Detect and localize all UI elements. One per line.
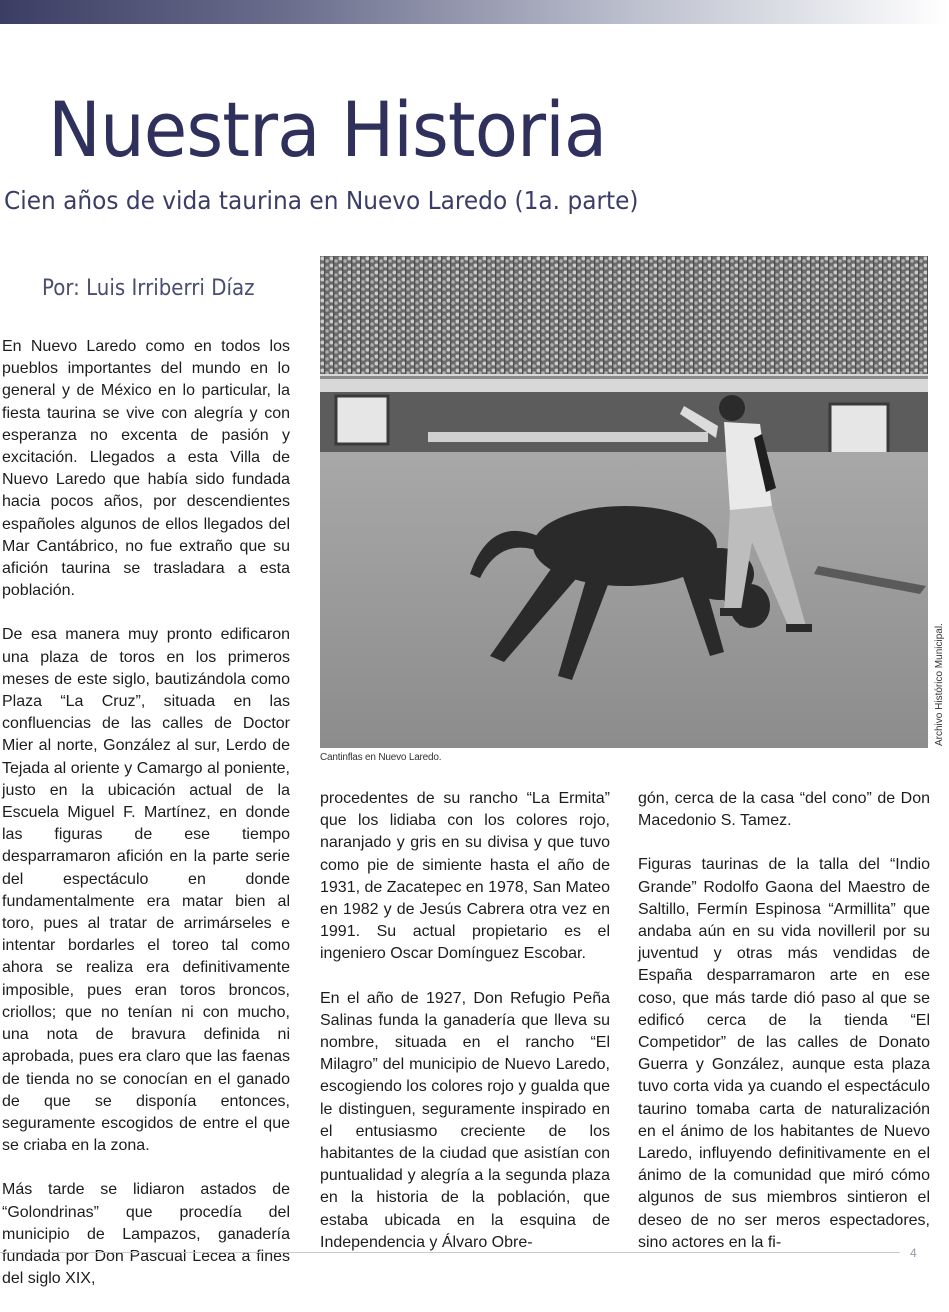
paragraph: En el año de 1927, Don Refugio Peña Salinas funda la ganadería que lleva su nombre, situada en el rancho “El Milagro” del municipio de Nuevo Laredo, escogiendo los colores rojo y gualda que le distinguen, seguramente inspirado en el entusiasmo creciente de los habitantes de la ciudad que asistían con puntualidad y alegría a la segunda plaza en la historia de la población, que estaba ubicada en la esquina de Independencia y Álvaro Obre-	[320, 989, 610, 1251]
page-number: 4	[910, 1246, 917, 1260]
article-column-middle	[320, 788, 610, 1276]
paragraph: Figuras taurinas de la talla del “Indio Grande” Rodolfo Gaona del Maestro de Saltillo, Fermín Espinosa “Armillita” que andaba aún en su vida novilleril por su juventud y otras más vendidas de España desparramaron arte en ese coso, que más tarde dió paso al que se edificó cerca de la tienda “El Competidor” de las calles de Donato Guerra y González, aunque esta plaza tuvo corta vida ya cuando el espectáculo taurino tomaba carta de naturalización en el ánimo de los habitantes de Nuevo Laredo, influyendo definitivamente en el ánimo de la comunidad que miró cómo algunos de sus miembros sintieron el deseo de no ser meros espectadores, sino actores en la fi-	[638, 856, 930, 1251]
header-gradient-bar	[0, 0, 949, 24]
photo-credit: Archivo Histórico Municipal.	[934, 623, 945, 746]
article-column-right	[638, 788, 930, 1276]
page-title: Nuestra Historia	[48, 85, 607, 174]
page-subtitle: Cien años de vida taurina en Nuevo Laredo (1a. parte)	[4, 186, 639, 215]
bullfight-photo	[320, 256, 928, 748]
paragraph: gón, cerca de la casa “del cono” de Don Macedonio S. Tamez.	[638, 790, 930, 830]
paragraph: procedentes de su rancho “La Ermita” que los lidiaba con los colores rojo, naranjado y gris en su divisa y que tuvo como pie de simiente hasta el año de 1931, de Zacatepec en 1978, San Mateo en 1982 y de Jesús Cabrera otra vez en 1991. Su actual propietario es el ingeniero Oscar Domínguez Escobar.	[320, 790, 610, 963]
paragraph: En Nuevo Laredo como en todos los pueblos importantes del mundo en lo general y de México en lo particular, la fiesta taurina se vive con alegría y con esperanza no excenta de pasión y excitación. Llegados a esta Villa de Nuevo Laredo que había sido fundada hacia pocos años, por descendientes españoles algunos de ellos llegados del Mar Cantábrico, no fue extraño que su afición taurina se trasladara a esta población.	[2, 338, 290, 600]
paragraph: De esa manera muy pronto edificaron una plaza de toros en los primeros meses de este siglo, bautizándola como Plaza “La Cruz”, situada en las confluencias de las calles de Doctor Mier al norte, González al sur, Lerdo de Tejada al oriente y Camargo al poniente, justo en la ubicación actual de la Escuela Miguel F. Martínez, en donde las figuras de ese tiempo desparramaron afición en la parte serie del espectáculo en donde fundamentalmente era matar bien al toro, pues al tratar de arrimárseles e intentar bordarles el toreo tal como ahora se realiza era definitivamente imposible, pues eran toros broncos, criollos; que no tenían ni con mucho, una nota de bravura definida ni aprobada, pues era claro que las faenas de tienda no se conocían en el ganado de que se disponía entonces, seguramente escogidos de entre el que se criaba en la zona.	[2, 626, 290, 1155]
paragraph: Más tarde se lidiaron astados de “Golondrinas” que procedía del municipio de Lampazos, ganadería fundada por Don Pascual Lecea a fines del siglo XIX,	[2, 1181, 290, 1288]
photo-caption: Cantinflas en Nuevo Laredo.	[320, 752, 442, 763]
article-column-left	[2, 336, 290, 1312]
author-byline: Por: Luis Irriberri Díaz	[42, 276, 255, 301]
footer-rule	[0, 1252, 900, 1253]
